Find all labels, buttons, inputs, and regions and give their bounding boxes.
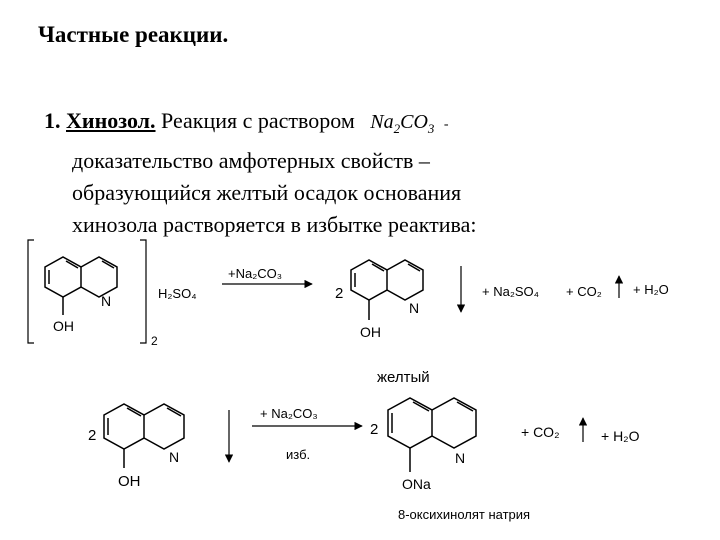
right-bracket-close bbox=[140, 240, 146, 343]
hydroxyl-label-2: OH bbox=[118, 473, 141, 490]
carbon-dioxide-label: + CO₂ bbox=[566, 284, 602, 299]
intro-text: Реакция с раствором bbox=[161, 108, 355, 133]
reagent-label-2: + Na₂CO₃ bbox=[260, 406, 318, 421]
description-line-2: доказательство амфотерных свойств – bbox=[72, 148, 430, 173]
reagent-label-1: +Na₂CO₃ bbox=[228, 266, 283, 281]
formula-dash: - bbox=[443, 117, 449, 132]
ring-nitrogen-label-2: N bbox=[169, 449, 180, 465]
product-name-label: 8-оксихинолят натрия bbox=[398, 507, 531, 522]
description-line-4: хинозола растворяется в избытке реактива: bbox=[72, 212, 477, 237]
item-number: 1. bbox=[44, 108, 61, 133]
drug-name: Хинозол. bbox=[66, 108, 156, 133]
product-ring-nitrogen-label-2: N bbox=[455, 450, 466, 466]
description-line-3: образующийся желтый осадок основания bbox=[72, 180, 462, 205]
sodium-carbonate-formula: $Na_2CO_3$ bbox=[370, 111, 435, 136]
sodium-sulfate-label: + Na₂SO₄ bbox=[482, 284, 539, 299]
product-ring-nitrogen-label: N bbox=[409, 300, 420, 316]
product-coefficient-2: 2 bbox=[370, 421, 379, 438]
carbon-dioxide-label-2: + CO₂ bbox=[521, 424, 560, 440]
ring-nitrogen-label: N bbox=[101, 293, 112, 309]
sodium-oxide-label: ONa bbox=[402, 476, 431, 492]
sulfuric-acid-label: H₂SO₄ bbox=[158, 286, 197, 301]
product-coefficient-1: 2 bbox=[335, 285, 344, 302]
hydroxyl-label: OH bbox=[53, 318, 74, 334]
left-bracket-open bbox=[28, 240, 34, 343]
bracket-subscript: 2 bbox=[151, 334, 158, 348]
excess-label: изб. bbox=[286, 447, 311, 462]
product-hydroxyl-label: OH bbox=[360, 324, 381, 340]
reactant-coefficient-2: 2 bbox=[88, 427, 97, 444]
page-title: Частные реакции. bbox=[38, 22, 229, 47]
water-label: + H₂O bbox=[633, 282, 669, 297]
yellow-label: желтый bbox=[377, 369, 430, 386]
water-label-2: + H₂O bbox=[601, 428, 640, 444]
